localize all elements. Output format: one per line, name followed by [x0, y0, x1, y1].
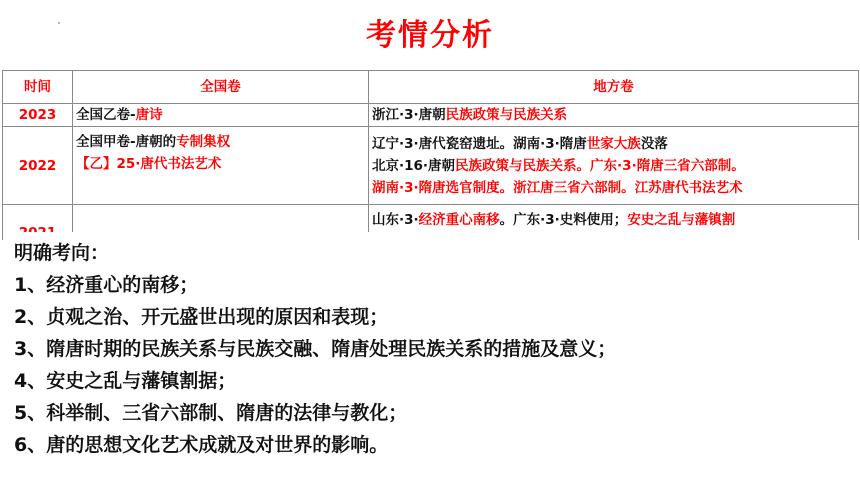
header-national: 全国卷	[73, 71, 369, 104]
cell-text: 辽宁·3·唐代瓷窑遗址。湖南·3·隋唐	[372, 135, 587, 152]
page-title: 考情分析	[366, 18, 494, 53]
table-row	[3, 104, 859, 127]
national-cell	[73, 127, 369, 205]
cell-text: 。广东·3·史料使用；	[499, 212, 628, 228]
decorative-dot	[58, 22, 60, 24]
cell-line	[76, 104, 365, 126]
highlight-text: 经济重心南移	[418, 212, 500, 228]
national-cell	[73, 104, 369, 127]
list-item: 2、贞观之治、开元盛世出现的原因和表现；	[14, 306, 389, 328]
header-local: 地方卷	[369, 71, 859, 104]
highlight-text: 世家大族	[586, 135, 641, 152]
highlight-text: 民族政策与民族关系。广东·3·隋唐三省六部制。	[455, 157, 745, 174]
cell-line	[372, 155, 855, 177]
exam-direction-panel	[0, 232, 860, 484]
table-header-row	[3, 71, 859, 104]
highlight-text: 安史之乱与藩镇割	[627, 212, 736, 228]
cell-line	[372, 133, 855, 155]
year-cell: 2023	[3, 104, 73, 127]
list-item: 4、安史之乱与藩镇割据；	[14, 370, 237, 392]
table-border-stub	[858, 232, 859, 240]
local-cell	[369, 104, 859, 127]
list-item: 5、科举制、三省六部制、隋唐的法律与教化；	[14, 402, 408, 424]
cell-text: 全国乙卷-	[76, 107, 136, 123]
cell-text: 浙江·3·唐朝	[372, 107, 446, 123]
table-row	[3, 127, 859, 205]
cell-line	[372, 209, 855, 231]
cell-text: 北京·16·唐朝	[372, 157, 456, 174]
local-cell	[369, 127, 859, 205]
cell-text: 没落	[640, 135, 668, 152]
exam-analysis-table	[2, 70, 859, 241]
highlight-text: 民族政策与民族关系	[445, 107, 568, 123]
list-item: 3、隋唐时期的民族关系与民族交融、隋唐处理民族关系的措施及意义；	[14, 338, 617, 360]
table-border-stub	[2, 232, 3, 240]
year-cell: 2022	[3, 127, 73, 205]
header-year: 时间	[3, 71, 73, 104]
panel-heading: 明确考向：	[14, 242, 110, 264]
highlight-text: 【乙】25·唐代书法艺术	[76, 156, 222, 172]
cell-line	[372, 104, 855, 126]
cell-line	[76, 153, 365, 175]
list-item: 1、经济重心的南移；	[14, 274, 199, 296]
highlight-text: 专制集权	[176, 134, 231, 150]
cell-line	[372, 177, 855, 199]
cell-line	[76, 131, 365, 153]
list-item: 6、唐的思想文化艺术成就及对世界的影响。	[14, 434, 389, 456]
highlight-text: 唐诗	[135, 107, 163, 123]
cell-text: 山东·3·	[372, 212, 419, 228]
highlight-text: 湖南·3·隋唐选官制度。浙江唐三省六部制。江苏唐代书法艺术	[372, 179, 743, 196]
cell-text: 全国甲卷-唐朝的	[76, 134, 177, 150]
